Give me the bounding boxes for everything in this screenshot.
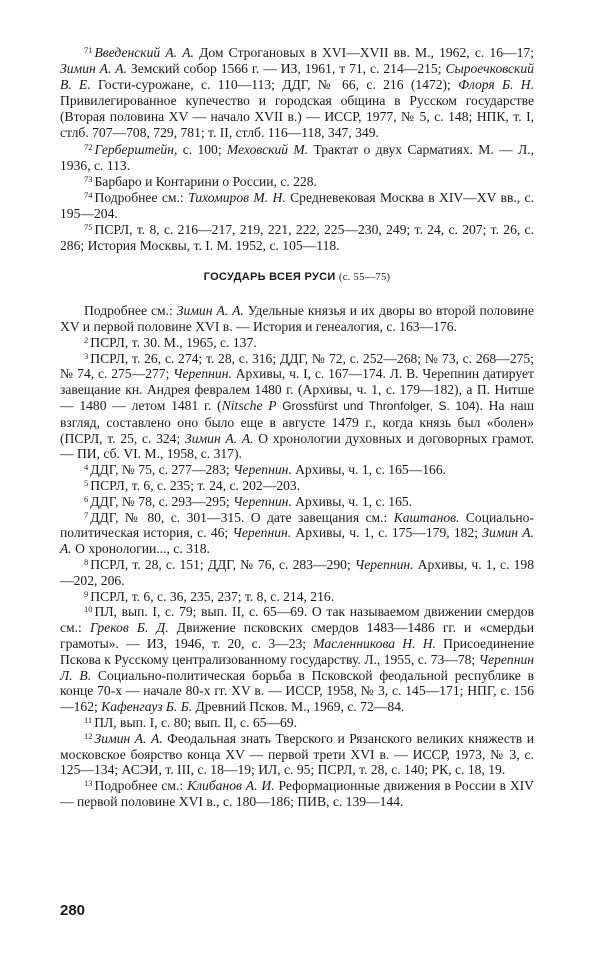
footnote [60, 510, 534, 557]
page-number: 280 [60, 902, 86, 919]
footnote-text: Реформационные движения в России в XIV — первой половине XVI в., с. 180—186; ПИВ, с. 139—144. [60, 778, 534, 809]
footnote-text: Барбаро и Контарини о России, с. 228. [94, 173, 317, 189]
footnote-number: 10 [84, 604, 93, 615]
footnote-text: Grossfürst und Thronfolger, S. 104) [276, 399, 480, 413]
footnote-text: Архивы, ч. 1, с. 198—202, 206. [60, 556, 534, 588]
footnotes-previous-chapter [60, 45, 534, 254]
footnote-author-italic: Масленникова Н. Н. [313, 635, 436, 651]
footnote-text: с. 100; [177, 141, 227, 157]
footnote-author-italic: Nitsche P [221, 398, 277, 413]
footnote-text: Присоединение Пскова к Русскому централизованному государству. Л., 1955, с. 73—78; [60, 635, 534, 667]
footnote [60, 462, 534, 478]
footnote-number: 8 [84, 556, 89, 567]
footnote-text: Архивы, ч. 1, с. 175—179, 182; [291, 525, 483, 541]
footnote-text: О хронологии духовных и договорных грамот. — ПИ, сб. VI. М., 1958, с. 317). [60, 430, 535, 462]
footnote-number: 3 [84, 350, 89, 361]
footnote [60, 142, 534, 174]
footnote-number: 12 [84, 730, 93, 741]
section-page-range: (с. 55—75) [338, 272, 391, 284]
footnote [60, 731, 534, 778]
footnote-author-italic: Сыроечковский В. Е. [60, 61, 534, 93]
footnote-text: Подробнее см.: [94, 778, 188, 794]
footnote-number: 4 [84, 462, 89, 473]
footnote [60, 715, 534, 731]
footnote-author-italic: Греков Б. Д. [90, 620, 169, 636]
footnote-author-italic: Зимин А. А. [94, 730, 163, 746]
footnote-number: 6 [84, 493, 89, 504]
footnote [60, 478, 534, 494]
footnote-text: Архивы, ч. I, с. 167—174. Л. В. Черепнин датирует завещание кн. Андрея февралем 1480 г. (Архивы, ч. 1, с. 179—182), а П. Нитше — 1480 — летом 1481 г. ( [60, 366, 534, 413]
footnote-author-italic: Меховский М. [226, 141, 309, 157]
footnote-text: ПЛ, вып. I, с. 79; вып. II, с. 65—69. О так называемом движении смердов см.: [60, 604, 534, 636]
footnote-text: ПСРЛ, т. 28, с. 151; ДДГ, № 76, с. 283—290; [90, 556, 355, 572]
footnote-author-italic: Введенский А. А. [94, 45, 194, 60]
footnote [60, 303, 534, 335]
footnote [60, 557, 534, 589]
footnote-text: Архивы, ч. 1, с. 165—166. [291, 462, 447, 478]
footnote-author-italic: Черепнин. [173, 366, 232, 382]
footnote-author-italic: Черепнин Л. В. [60, 651, 534, 683]
footnote-text: ПСРЛ, т. 6, с. 36, 235, 237; т. 8, с. 214, 216. [90, 588, 335, 604]
footnote [60, 589, 534, 605]
footnote [60, 174, 534, 190]
footnote-author-italic: Каштанов. [393, 509, 460, 525]
footnote-author-italic: Флоря Б. Н. [458, 77, 534, 93]
footnote-number: 75 [84, 222, 93, 233]
footnote-number: 5 [84, 477, 89, 488]
footnote-text: Феодальная знать Тверского и Рязанского великих княжеств и московское боярство конца XV — первой трети XVI в. — ИССР, 1973, № 3, с. 125—134; АСЭИ, т. III, с. 18—19; ИЛ, с. 95; ПСРЛ, т. 28, с. 140; РК, с. 18, 19. [60, 730, 534, 778]
page-body [60, 45, 534, 810]
footnote-text: ПСРЛ, т. 30. М., 1965, с. 137. [90, 334, 257, 350]
footnote-text: Движение псковских смердов 1483—1486 гг. и «смердьи грамоты». — ИЗ, 1946, т. 20, с. 3—23; [60, 620, 535, 651]
footnote-number: 71 [84, 45, 93, 55]
footnote [60, 335, 534, 351]
footnote-text: Социально-политическая борьба в Псковской феодальной республике в конце 70-х — начале 80-х гг. XV в. — ИССР, 1958, № 3, с. 145—171; НПГ, с. 156—162; [60, 667, 534, 715]
footnote-author-italic: Зимин А. А. [176, 303, 244, 319]
footnote-author-italic: Клибанов А. И. [187, 778, 275, 794]
footnote [60, 190, 534, 222]
footnote-author-italic: Тихомиров М. Н. [188, 189, 286, 205]
footnote-text: ПСРЛ, т. 26, с. 274; т. 28, с. 316; ДДГ, № 72, с. 252—268; № 73, с. 268—275; № 74, с. 275—277; [60, 350, 534, 382]
footnote-text: ПСРЛ, т. 8, с. 216—217, 219, 221, 222, 225—230, 249; т. 24, с. 207; т. 26, с. 286; История Москвы, т. I. М. 1952, с. 105—118. [60, 222, 534, 254]
section-title [60, 271, 534, 283]
footnote-text: ДДГ, № 80, с. 301—315. О дате завещания см.: [90, 509, 394, 525]
footnote-number: 11 [84, 714, 93, 725]
footnotes-section [60, 303, 534, 810]
footnote-author-italic: Зимин А. А. [184, 430, 254, 446]
footnote-text: Архивы, ч. 1, с. 165. [291, 493, 413, 509]
footnote-number: 2 [84, 334, 89, 345]
footnote [60, 222, 534, 254]
footnote-number: 7 [84, 509, 89, 520]
footnote-text: ДДГ, № 78, с. 293—295; [90, 493, 234, 509]
footnote-number: 13 [84, 778, 93, 789]
footnote-author-italic: Зимин А. А. [60, 525, 534, 557]
footnote-author-italic: Черепнин. [232, 525, 292, 541]
footnote-text: Подробнее см.: [94, 189, 189, 205]
footnote-text: Социально-политическая история, с. 46; [60, 509, 534, 541]
footnote [60, 778, 534, 810]
footnote-author-italic: Герберштейн, [94, 141, 178, 157]
footnote-number: 9 [84, 588, 89, 599]
footnote-number: 72 [84, 141, 93, 152]
footnote-text: ПЛ, вып. I, с. 80; вып. II, с. 65—69. [94, 714, 298, 730]
footnote [60, 351, 534, 463]
footnote-author-italic: Черепнин. [233, 493, 292, 509]
footnote-text: Земский собор 1566 г. — ИЗ, 1961, т 71, с. 214—215; [127, 61, 446, 77]
footnote [60, 45, 534, 142]
footnote-author-italic: Черепнин. [354, 556, 414, 572]
footnote-text: О хронологии..., с. 318. [71, 541, 210, 557]
footnote-text: ДДГ, № 75, с. 277—283; [90, 462, 234, 478]
footnote-number: 74 [84, 189, 93, 200]
footnote-text: Древний Псков. М., 1969, с. 72—84. [192, 699, 405, 715]
footnote [60, 494, 534, 510]
footnote-text: Гости-сурожане, с. 110—113; ДДГ, № 66, с. 216 (1472); [90, 77, 459, 93]
footnote-number: 73 [84, 173, 93, 184]
footnote-text: Привилегированное купечество и городская община в Русском государстве (Вторая половина XV — начало XVII в.) — ИССР, 1977, № 5, с. 148; НПК, т. I, стлб. 707—708, 729, 781; т. II, стлб. 116—118, 347, 349. [60, 93, 534, 141]
footnote-text: Трактат о двух Сарматиях. М. — Л., 1936, с. 113. [60, 141, 534, 173]
footnote [60, 604, 534, 715]
footnote-text: Подробнее см.: [84, 303, 177, 319]
footnote-author-italic: Черепнин. [233, 462, 292, 478]
footnote-author-italic: Кафенгауз Б. Б. [101, 699, 193, 715]
footnote-text: Удельные князья и их дворы во второй половине XV и первой половине XVI в. — История и генеалогия, с. 163—176. [60, 303, 534, 335]
footnote-text: Средневековая Москва в XIV—XV вв., с. 195—204. [60, 189, 534, 221]
section-title-text: ГОСУДАРЬ ВСЕЯ РУСИ [203, 271, 336, 284]
footnote-text: Дом Строгановых в XVI—XVII вв. М., 1962, с. 16—17; [193, 45, 534, 60]
footnote-text: . На наш взгляд, составлено оно было еще в августе 1479 г., когда князь был «болен» (ПСРЛ, т. 25, с. 324; [60, 398, 534, 446]
footnote-author-italic: Зимин А. А. [60, 61, 127, 77]
footnote-text: ПСРЛ, т. 6, с. 235; т. 24, с. 202—203. [90, 477, 301, 493]
